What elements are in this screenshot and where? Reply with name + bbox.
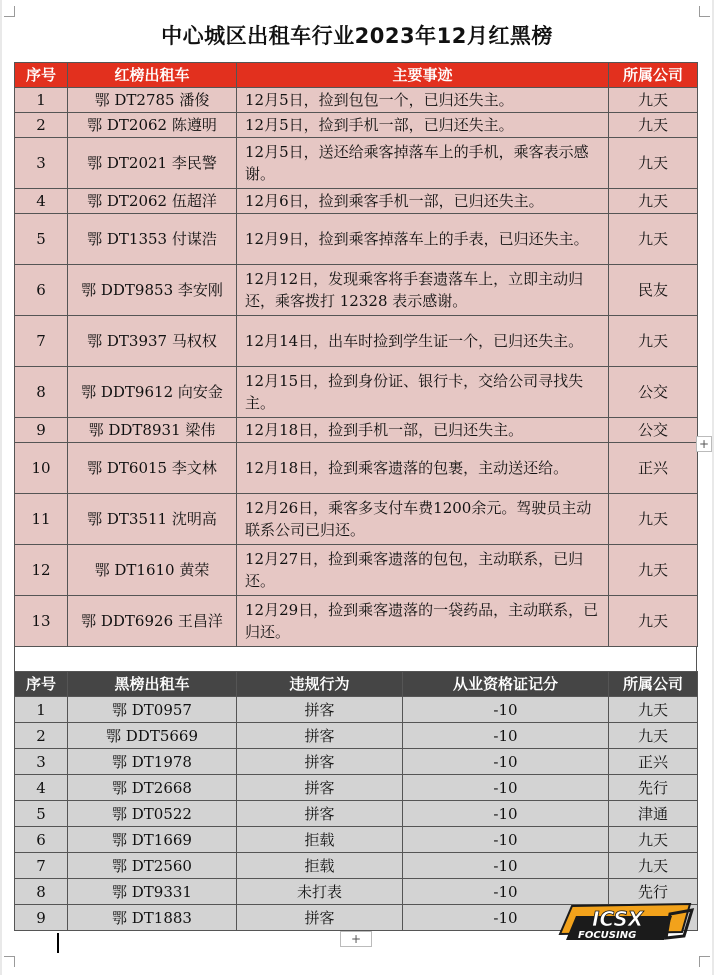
black-header-no: 序号 — [15, 672, 68, 697]
red-cell-taxi: 鄂 DT3511 沈明高 — [68, 494, 237, 545]
red-list-table[interactable] — [14, 62, 698, 647]
margin-corner-top-right — [699, 6, 710, 17]
black-cell-company: 先行 — [609, 775, 698, 801]
black-cell-points: -10 — [403, 879, 609, 905]
red-header-company: 所属公司 — [609, 63, 698, 88]
black-cell-taxi: 鄂 DT1669 — [68, 827, 237, 853]
black-cell-violation: 拼客 — [237, 905, 403, 931]
black-cell-points: -10 — [403, 775, 609, 801]
black-cell-no: 1 — [15, 697, 68, 723]
red-cell-no: 7 — [15, 316, 68, 367]
red-list-header-row — [15, 63, 698, 88]
red-cell-company: 九天 — [609, 113, 698, 138]
black-cell-company: 正兴 — [609, 749, 698, 775]
red-list-row — [15, 214, 698, 265]
black-cell-company: 津通 — [609, 801, 698, 827]
red-cell-taxi: 鄂 DDT8931 梁伟 — [68, 418, 237, 443]
red-cell-deed: 12月5日，捡到包包一个，已归还失主。 — [237, 88, 609, 113]
black-cell-no: 2 — [15, 723, 68, 749]
red-cell-taxi: 鄂 DT6015 李文林 — [68, 443, 237, 494]
red-cell-company: 民友 — [609, 265, 698, 316]
black-list-table[interactable] — [14, 671, 698, 931]
black-cell-violation: 拼客 — [237, 723, 403, 749]
black-cell-no: 8 — [15, 879, 68, 905]
red-cell-deed: 12月18日，捡到手机一部，已归还失主。 — [237, 418, 609, 443]
black-cell-violation: 拒载 — [237, 853, 403, 879]
black-cell-points: -10 — [403, 697, 609, 723]
red-cell-no: 1 — [15, 88, 68, 113]
black-cell-no: 3 — [15, 749, 68, 775]
watermark-sub-text: FOCUSING — [578, 930, 637, 941]
red-cell-taxi: 鄂 DT2785 潘俊 — [68, 88, 237, 113]
red-cell-taxi: 鄂 DT1610 黄荣 — [68, 545, 237, 596]
red-cell-no: 2 — [15, 113, 68, 138]
red-cell-no: 6 — [15, 265, 68, 316]
red-cell-no: 8 — [15, 367, 68, 418]
black-list-row — [15, 827, 698, 853]
red-cell-company: 九天 — [609, 88, 698, 113]
black-list-row — [15, 697, 698, 723]
red-cell-company: 公交 — [609, 367, 698, 418]
black-cell-company: 九天 — [609, 827, 698, 853]
black-cell-violation: 拼客 — [237, 801, 403, 827]
black-list-header-row — [15, 672, 698, 697]
red-cell-taxi: 鄂 DT1353 付谋浩 — [68, 214, 237, 265]
red-list-row — [15, 189, 698, 214]
page-edge-left — [0, 0, 2, 975]
black-cell-taxi: 鄂 DT1978 — [68, 749, 237, 775]
red-list-row — [15, 494, 698, 545]
black-cell-violation: 拼客 — [237, 697, 403, 723]
red-cell-company: 九天 — [609, 545, 698, 596]
red-cell-deed: 12月15日，捡到身份证、银行卡，交给公司寻找失主。 — [237, 367, 609, 418]
margin-corner-top-left — [4, 6, 15, 17]
red-cell-company: 公交 — [609, 418, 698, 443]
red-cell-taxi: 鄂 DDT9612 向安金 — [68, 367, 237, 418]
black-list-row — [15, 723, 698, 749]
black-cell-no: 4 — [15, 775, 68, 801]
black-cell-violation: 拼客 — [237, 749, 403, 775]
add-column-icon[interactable]: + — [696, 436, 712, 452]
red-cell-taxi: 鄂 DDT6926 王昌洋 — [68, 596, 237, 647]
black-cell-points: -10 — [403, 853, 609, 879]
red-list-row — [15, 596, 698, 647]
red-cell-taxi: 鄂 DDT9853 李安刚 — [68, 265, 237, 316]
red-cell-deed: 12月5日，送还给乘客掉落车上的手机，乘客表示感谢。 — [237, 138, 609, 189]
black-cell-violation: 未打表 — [237, 879, 403, 905]
black-cell-points: -10 — [403, 749, 609, 775]
red-cell-no: 3 — [15, 138, 68, 189]
watermark-main-text: ICSX — [592, 907, 644, 931]
red-list-row — [15, 443, 698, 494]
black-cell-taxi: 鄂 DT0957 — [68, 697, 237, 723]
black-cell-taxi: 鄂 DT2668 — [68, 775, 237, 801]
black-header-company: 所属公司 — [609, 672, 698, 697]
black-cell-taxi: 鄂 DT1883 — [68, 905, 237, 931]
red-cell-deed: 12月18日，捡到乘客遗落的包裹，主动送还给。 — [237, 443, 609, 494]
black-cell-taxi: 鄂 DT0522 — [68, 801, 237, 827]
red-list-row — [15, 418, 698, 443]
margin-corner-bottom-left — [4, 956, 15, 967]
black-list-row — [15, 749, 698, 775]
black-cell-points: -10 — [403, 827, 609, 853]
black-cell-points: -10 — [403, 723, 609, 749]
red-cell-taxi: 鄂 DT3937 马权权 — [68, 316, 237, 367]
black-header-taxi: 黑榜出租车 — [68, 672, 237, 697]
black-cell-no: 7 — [15, 853, 68, 879]
red-cell-deed: 12月6日，捡到乘客手机一部，已归还失主。 — [237, 189, 609, 214]
red-cell-deed: 12月12日，发现乘客将手套遗落车上，立即主动归还，乘客拨打 12328 表示感谢。 — [237, 265, 609, 316]
black-cell-no: 5 — [15, 801, 68, 827]
margin-corner-bottom-right — [699, 956, 710, 967]
add-row-icon[interactable]: + — [340, 931, 372, 947]
red-header-no: 序号 — [15, 63, 68, 88]
table-spacer-row — [14, 647, 697, 671]
black-cell-points: -10 — [403, 905, 609, 931]
red-list-row — [15, 113, 698, 138]
watermark-logo — [552, 896, 698, 946]
red-cell-no: 12 — [15, 545, 68, 596]
document-title: 中心城区出租车行业2023年12月红黑榜 — [161, 24, 553, 48]
red-list-row — [15, 545, 698, 596]
red-cell-no: 11 — [15, 494, 68, 545]
red-cell-deed: 12月26日，乘客多支付车费1200余元。驾驶员主动联系公司已归还。 — [237, 494, 609, 545]
red-cell-company: 九天 — [609, 138, 698, 189]
red-cell-deed: 12月5日，捡到手机一部，已归还失主。 — [237, 113, 609, 138]
black-cell-company: 九天 — [609, 697, 698, 723]
red-list-row — [15, 138, 698, 189]
red-cell-deed: 12月27日，捡到乘客遗落的包包，主动联系，已归还。 — [237, 545, 609, 596]
black-list-row — [15, 801, 698, 827]
text-cursor — [57, 933, 59, 953]
red-list-row — [15, 316, 698, 367]
red-cell-company: 九天 — [609, 214, 698, 265]
red-cell-no: 5 — [15, 214, 68, 265]
black-cell-taxi: 鄂 DDT5669 — [68, 723, 237, 749]
red-cell-company: 九天 — [609, 316, 698, 367]
black-cell-taxi: 鄂 DT9331 — [68, 879, 237, 905]
red-cell-no: 9 — [15, 418, 68, 443]
red-cell-no: 13 — [15, 596, 68, 647]
red-list-row — [15, 88, 698, 113]
red-cell-deed: 12月14日，出车时捡到学生证一个，已归还失主。 — [237, 316, 609, 367]
red-cell-taxi: 鄂 DT2062 陈遵明 — [68, 113, 237, 138]
black-cell-points: -10 — [403, 801, 609, 827]
black-cell-company: 九天 — [609, 723, 698, 749]
black-cell-violation: 拼客 — [237, 775, 403, 801]
red-cell-company: 九天 — [609, 596, 698, 647]
black-header-violation: 违规行为 — [237, 672, 403, 697]
black-cell-taxi: 鄂 DT2560 — [68, 853, 237, 879]
black-list-row — [15, 775, 698, 801]
black-cell-violation: 拒载 — [237, 827, 403, 853]
black-list-row — [15, 853, 698, 879]
red-cell-company: 九天 — [609, 189, 698, 214]
red-cell-company: 九天 — [609, 494, 698, 545]
red-list-row — [15, 367, 698, 418]
black-cell-no: 6 — [15, 827, 68, 853]
red-cell-no: 10 — [15, 443, 68, 494]
red-list-row — [15, 265, 698, 316]
black-cell-company: 先行 — [609, 879, 698, 905]
black-header-points: 从业资格证记分 — [403, 672, 609, 697]
black-cell-company: 九天 — [609, 853, 698, 879]
red-cell-company: 正兴 — [609, 443, 698, 494]
red-header-deed: 主要事迹 — [237, 63, 609, 88]
red-cell-taxi: 鄂 DT2062 伍超洋 — [68, 189, 237, 214]
red-header-taxi: 红榜出租车 — [68, 63, 237, 88]
red-cell-deed: 12月9日，捡到乘客掉落车上的手表，已归还失主。 — [237, 214, 609, 265]
red-cell-taxi: 鄂 DT2021 李民警 — [68, 138, 237, 189]
black-cell-no: 9 — [15, 905, 68, 931]
red-cell-no: 4 — [15, 189, 68, 214]
red-cell-deed: 12月29日，捡到乘客遗落的一袋药品，主动联系，已归还。 — [237, 596, 609, 647]
